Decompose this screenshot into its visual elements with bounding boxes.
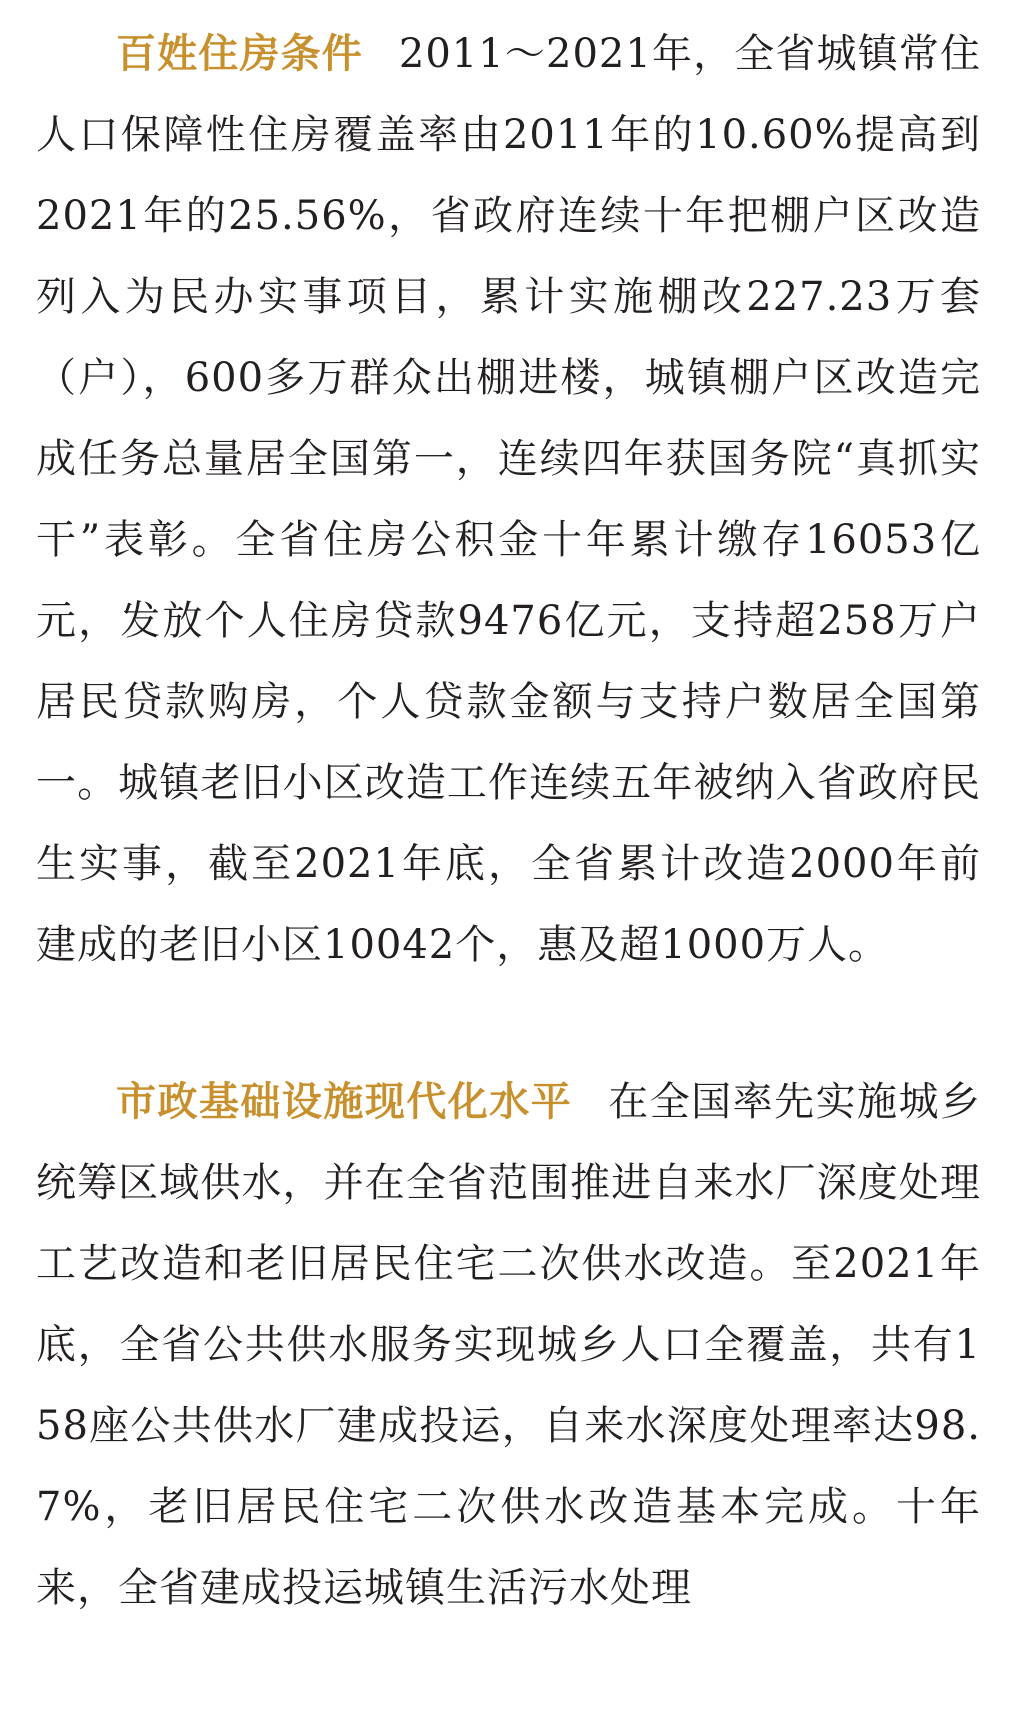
section-heading-infrastructure: 市政基础设施现代化水平: [116, 1079, 573, 1125]
document-page: [36, 14, 981, 1629]
section-body-housing: 2011～2021年，全省城镇常住人口保障性住房覆盖率由2011年的10.60%提高到2021年的25.56%，省政府连续十年把棚户区改造列入为民办实事项目，累计实施棚改227.23万套（户），600多万群众出棚进楼，城镇棚户区改造完成任务总量居全国第一，连续四年获国务院“真抓实干”表彰。全省住房公积金十年累计缴存16053亿元，发放个人住房贷款9476亿元，支持超258万户居民贷款购房，个人贷款金额与支持户数居全国第一。城镇老旧小区改造工作连续五年被纳入省政府民生实事，截至2021年底，全省累计改造2000年前建成的老旧小区10042个，惠及超1000万人。: [36, 31, 982, 968]
section-heading-housing: 百姓住房条件: [116, 31, 363, 77]
paragraph-housing: [36, 14, 981, 986]
paragraph-infrastructure: [36, 1062, 981, 1629]
section-body-infrastructure: 在全国率先实施城乡统筹区域供水，并在全省范围推进自来水厂深度处理工艺改造和老旧居民住宅二次供水改造。至2021年底，全省公共供水服务实现城乡人口全覆盖，共有158座公共供水厂建成投运，自来水深度处理率达98.7%，老旧居民住宅二次供水改造基本完成。十年来，全省建成投运城镇生活污水处理: [36, 1079, 982, 1611]
